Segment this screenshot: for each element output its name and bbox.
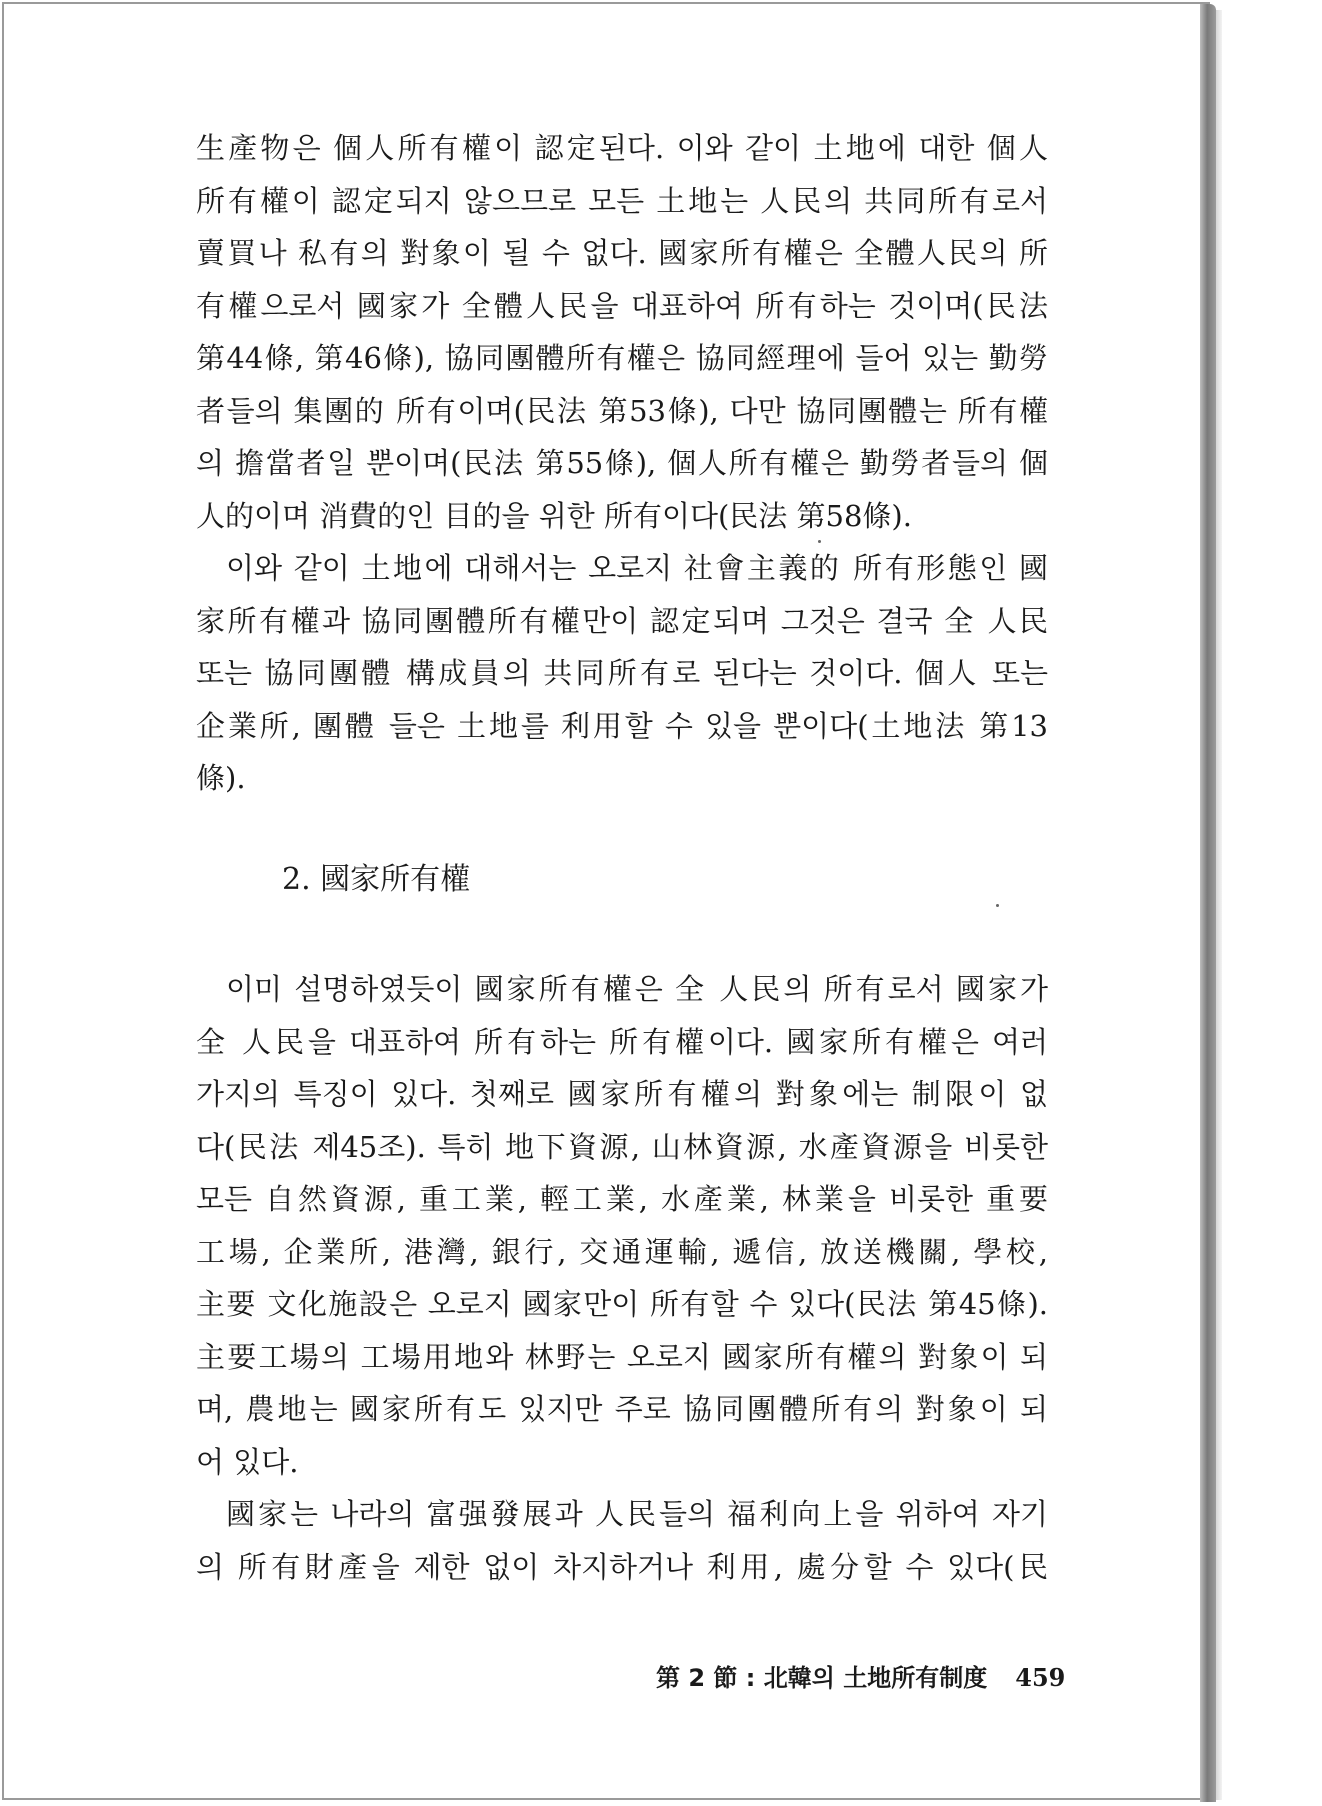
text-line: 生產物은 個人所有權이 認定된다. 이와 같이 土地에 대한 個人 [196,131,1048,165]
scan-speck [996,904,999,907]
body-text-top [196,122,1048,805]
text-line: 모든 自然資源, 重工業, 輕工業, 水產業, 林業을 비롯한 重要 [196,1182,1048,1216]
paragraph-3 [196,963,1048,1488]
text-line: 다(民法 제45조). 특히 地下資源, 山林資源, 水產資源을 비롯한 [196,1129,1048,1164]
running-title: 第 2 節 : 北韓의 土地所有制度 [656,1664,988,1692]
text-line: 有權으로서 國家가 全體人民을 대표하여 所有하는 것이며(民法 [196,288,1048,323]
page-footer [656,1660,1065,1696]
text-line: 며, 農地는 國家所有도 있지만 주로 協同團體所有의 對象이 되 [196,1392,1048,1426]
text-line: 어 있다. [196,1444,299,1479]
text-line: 또는 協同團體 構成員의 共同所有로 된다는 것이다. 個人 또는 [196,656,1048,690]
text-line: 國家는 나라의 富强發展과 人民들의 福利向上을 위하여 자기 [226,1497,1048,1531]
text-line: 이와 같이 土地에 대해서는 오로지 社會主義的 所有形態인 國 [226,551,1048,585]
body-text-bottom [196,963,1048,1593]
paragraph-4 [196,1488,1048,1593]
text-line: 條). [196,761,246,795]
text-line: 의 所有財產을 제한 없이 차지하거나 利用, 處分할 수 있다(民 [196,1549,1048,1584]
text-line: 所有權이 認定되지 않으므로 모든 土地는 人民의 共同所有로서 [196,183,1048,218]
text-line: 의 擔當者일 뿐이며(民法 第55條), 個人所有權은 勤勞者들의 個 [196,446,1048,480]
text-line: 賣買나 私有의 對象이 될 수 없다. 國家所有權은 全體人民의 所 [196,236,1048,270]
text-line: 人的이며 消費的인 目的을 위한 所有이다(民法 第58條). [196,498,912,533]
text-line: 主要 文化施設은 오로지 國家만이 所有할 수 있다(民法 第45條). [196,1287,1048,1321]
text-line: 全 人民을 대표하여 所有하는 所有權이다. 國家所有權은 여러 [196,1024,1048,1059]
section-heading: 2. 國家所有權 [282,862,471,897]
text-line: 主要工場의 工場用地와 林野는 오로지 國家所有權의 對象이 되 [196,1339,1048,1374]
text-line: 가지의 특징이 있다. 첫째로 國家所有權의 對象에는 制限이 없 [196,1077,1048,1111]
paragraph-1 [196,122,1048,542]
page-number: 459 [1015,1663,1066,1692]
text-line: 企業所, 團體 들은 土地를 利用할 수 있을 뿐이다(土地法 第13 [196,708,1048,743]
text-line: 第44條, 第46條), 協同團體所有權은 協同經理에 들어 있는 勤勞 [196,341,1048,375]
text-line: 工場, 企業所, 港灣, 銀行, 交通運輸, 遞信, 放送機關, 學校, [196,1234,1048,1269]
page-edge-shadow [1200,4,1216,1802]
text-line: 家所有權과 協同團體所有權만이 認定되며 그것은 결국 全 人民 [196,603,1048,638]
page-edge-highlight [1216,10,1222,1800]
text-line: 者들의 集團的 所有이며(民法 第53條), 다만 協同團體는 所有權 [196,393,1048,428]
paragraph-2 [196,542,1048,805]
text-line: 이미 설명하였듯이 國家所有權은 全 人民의 所有로서 國家가 [226,972,1048,1006]
